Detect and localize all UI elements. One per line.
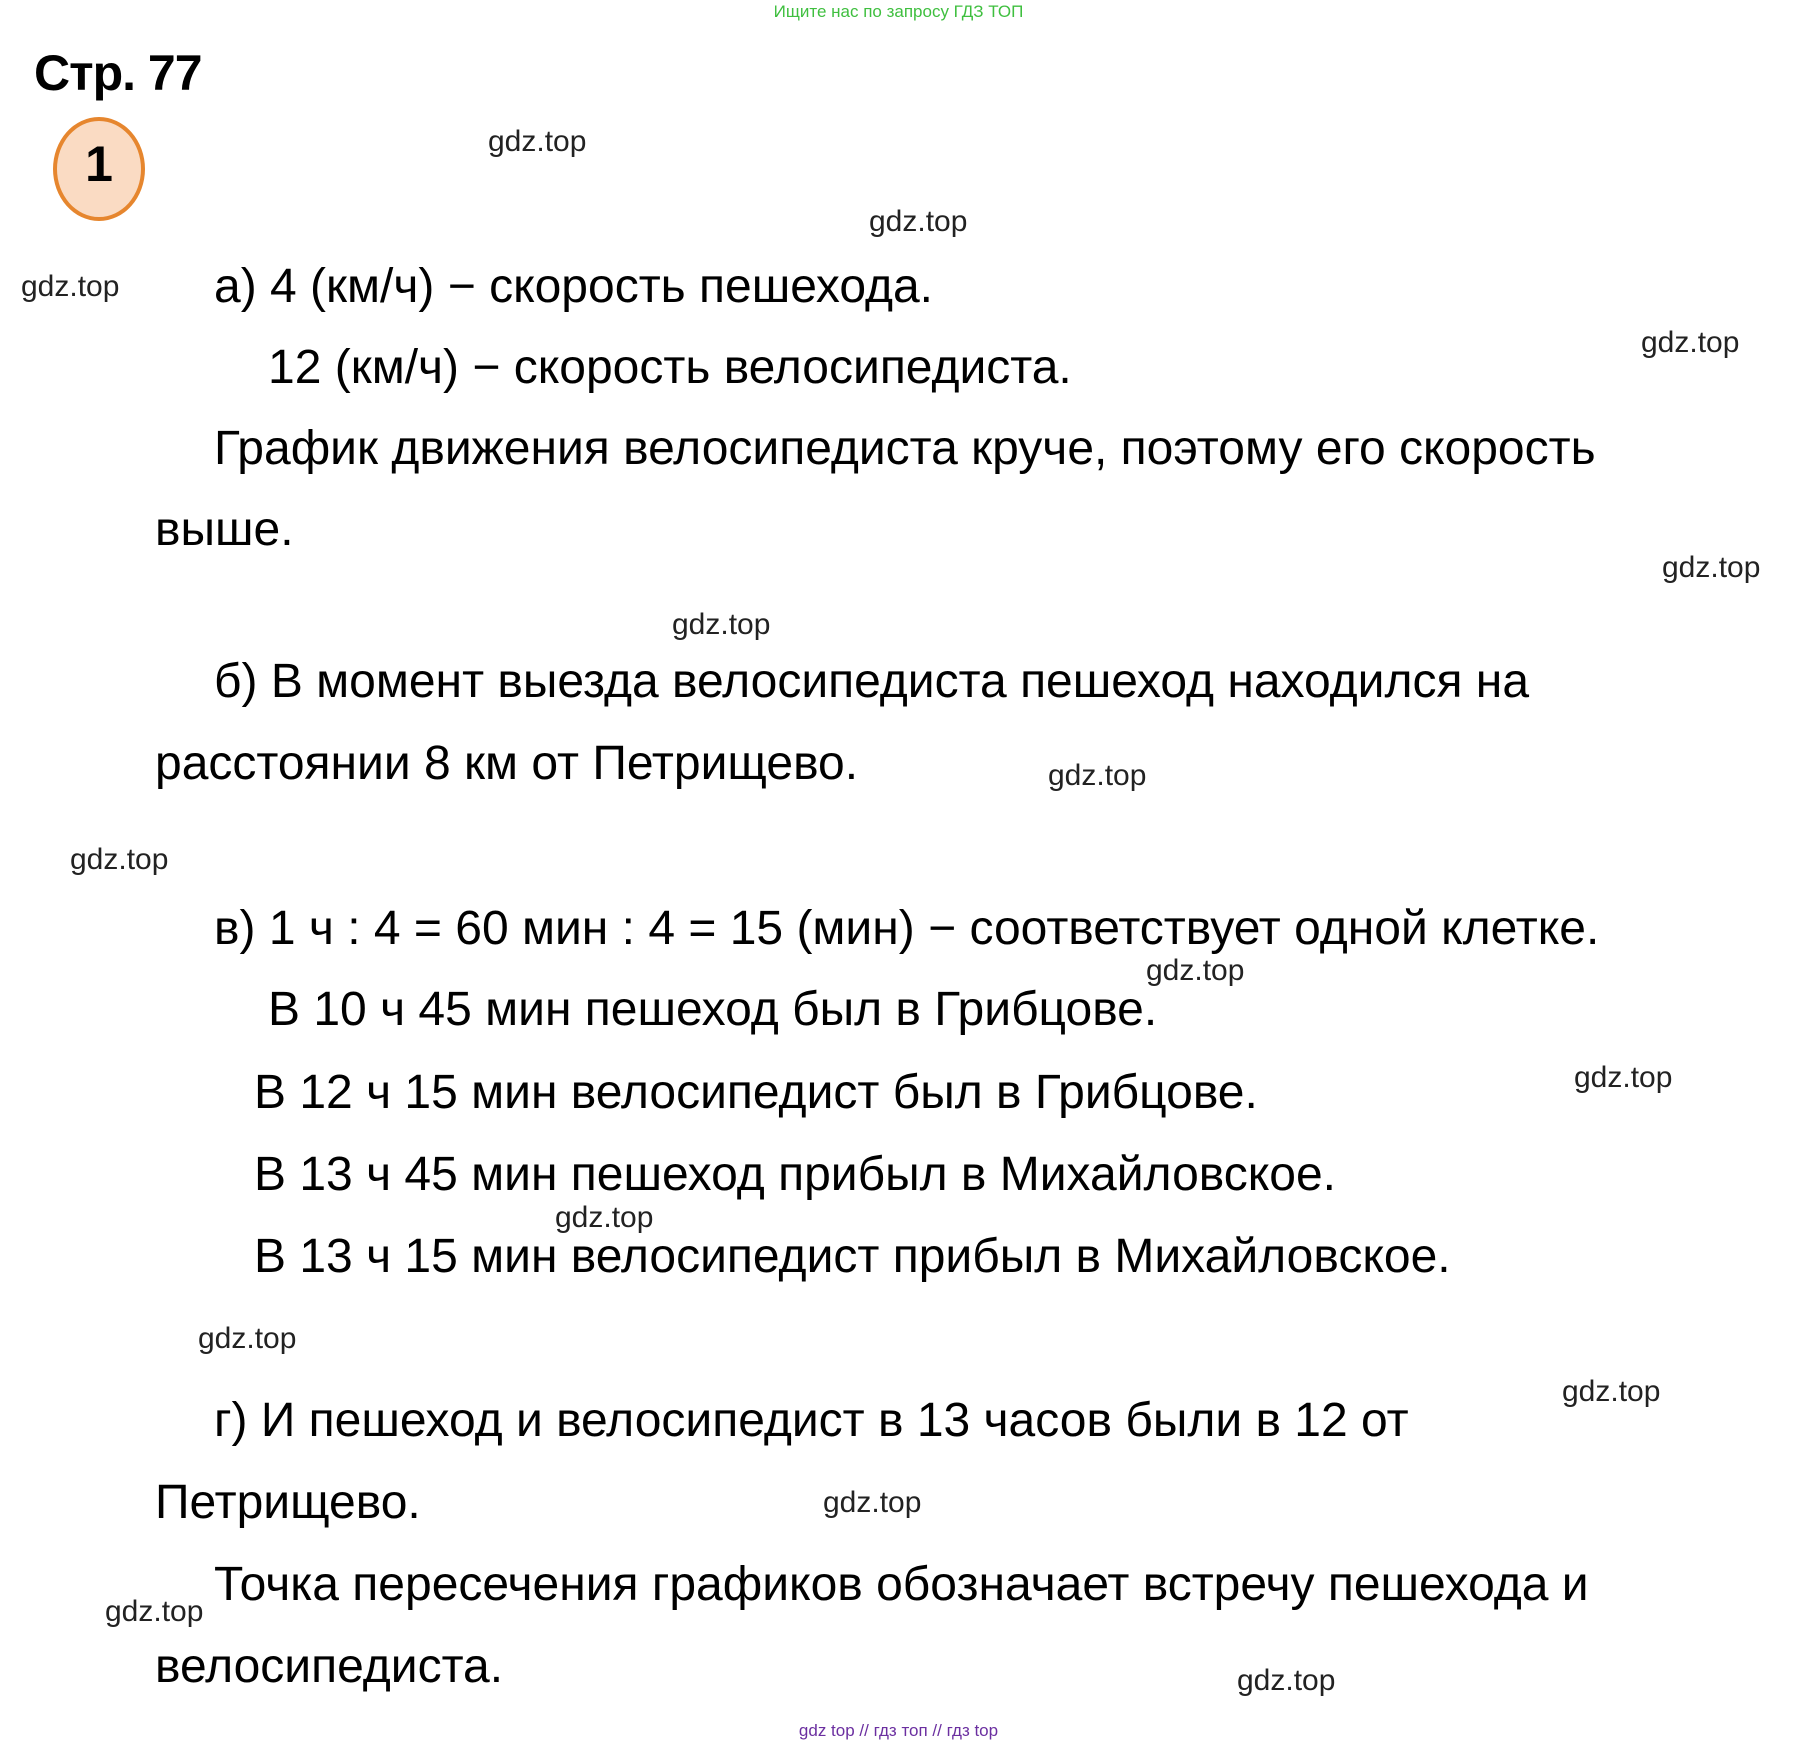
watermark: gdz.top — [1146, 954, 1245, 987]
watermark: gdz.top — [1574, 1061, 1673, 1094]
watermark: gdz.top — [1562, 1375, 1661, 1408]
answer-v-line-5: В 13 ч 15 мин велосипедист прибыл в Михайловское. — [254, 1230, 1451, 1283]
watermark: gdz.top — [1237, 1664, 1336, 1697]
watermark: gdz.top — [198, 1322, 297, 1355]
watermark: gdz.top — [1048, 759, 1147, 792]
answer-g-line-4: велосипедиста. — [155, 1640, 504, 1693]
watermark: gdz.top — [869, 205, 968, 238]
page-title: Стр. 77 — [34, 45, 202, 101]
answer-v-line-4: В 13 ч 45 мин пешеход прибыл в Михайловское. — [254, 1148, 1336, 1201]
answer-g-line-3: Точка пересечения графиков обозначает встречу пешехода и — [214, 1558, 1589, 1611]
answer-a-line-1: а) 4 (км/ч) − скорость пешехода. — [214, 260, 933, 313]
answer-v-line-2: В 10 ч 45 мин пешеход был в Грибцове. — [268, 983, 1158, 1036]
answer-v-line-1: в) 1 ч : 4 = 60 мин : 4 = 15 (мин) − соответствует одной клетке. — [214, 902, 1600, 955]
footer-watermark: gdz top // гдз топ // гдз top — [798, 1721, 999, 1740]
watermark: gdz.top — [555, 1201, 654, 1234]
answer-a-line-3: График движения велосипедиста круче, поэтому его скорость — [214, 422, 1596, 475]
answer-v-line-3: В 12 ч 15 мин велосипедист был в Грибцове. — [254, 1066, 1258, 1119]
watermark: gdz.top — [1641, 326, 1740, 359]
task-number-badge — [53, 117, 145, 221]
answer-b-line-1: б) В момент выезда велосипедиста пешеход находился на — [214, 655, 1530, 708]
watermark: gdz.top — [21, 270, 120, 303]
task-number: 1 — [85, 136, 113, 192]
answer-a-line-2: 12 (км/ч) − скорость велосипедиста. — [268, 341, 1072, 394]
answer-g-line-2: Петрищево. — [155, 1476, 421, 1529]
watermark: gdz.top — [672, 608, 771, 641]
answer-b-line-2: расстоянии 8 км от Петрищево. — [155, 737, 859, 790]
watermark: gdz.top — [1662, 551, 1761, 584]
answer-a-line-4: выше. — [155, 503, 294, 556]
watermark: gdz.top — [70, 843, 169, 876]
top-banner: Ищите нас по запросу ГДЗ ТОП — [773, 2, 1024, 21]
watermark: gdz.top — [488, 125, 587, 158]
answer-g-line-1: г) И пешеход и велосипедист в 13 часов были в 12 от — [214, 1394, 1409, 1447]
watermark: gdz.top — [823, 1486, 922, 1519]
watermark: gdz.top — [105, 1595, 204, 1628]
